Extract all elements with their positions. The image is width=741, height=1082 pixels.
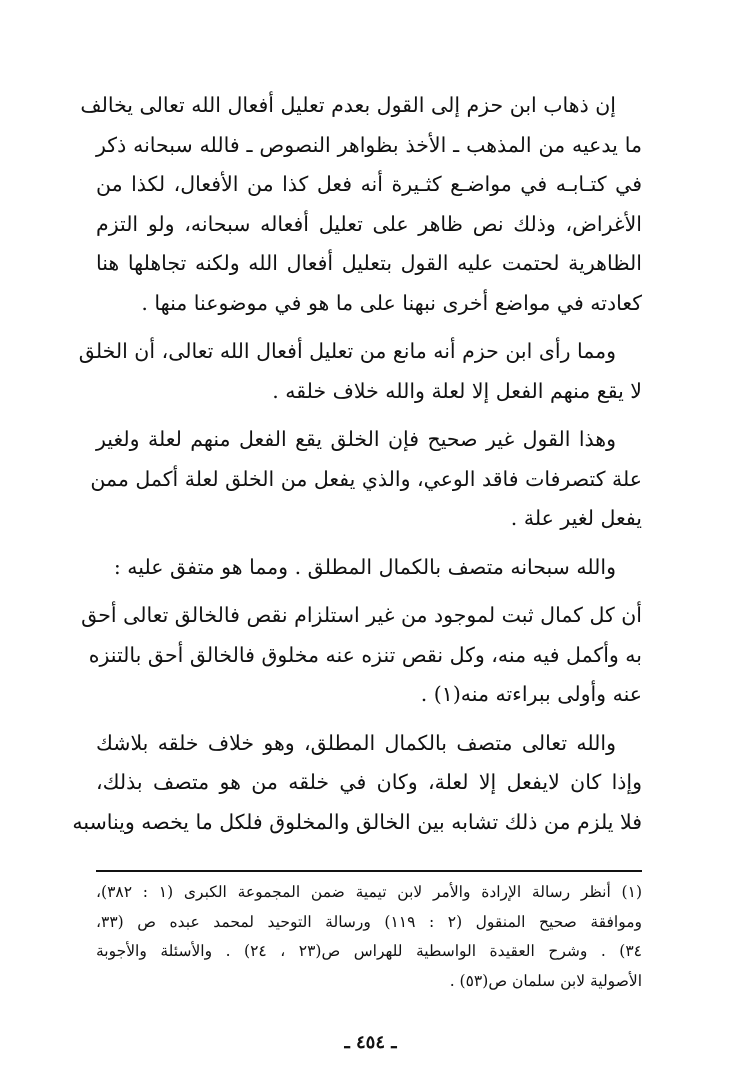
- footnote-line: (١) أنظر رسالة الإرادة والأمر لابن تيمية ضمن المجموعة الكبرى (١ : ٣٨٢)،: [96, 883, 642, 901]
- page-number: ـ ٤٥٤ ـ: [344, 1032, 397, 1053]
- paragraph-4: [96, 548, 642, 588]
- text-line: يفعل لغير علة .: [510, 506, 642, 530]
- text-line: به وأكمل فيه منه، وكل نقص تنزه عنه مخلوق فالخالق أحق بالتنزه: [88, 642, 642, 667]
- paragraph-1: [80, 86, 642, 323]
- text-line: ما يدعيه من المذهب ـ الأخذ بظواهر النصوص ـ فالله سبحانه ذكر: [96, 132, 642, 157]
- paragraph-2: [78, 332, 642, 411]
- footnote-line: وموافقة صحيح المنقول (٢ : ١١٩) ورسالة التوحيد لمحمد عبده ص (٣٣،: [96, 912, 643, 931]
- footnote-separator: [96, 870, 642, 872]
- paragraph-3: [90, 420, 642, 539]
- text-line: والله سبحانه متصف بالكمال المطلق . ومما هو متفق عليه :: [113, 554, 616, 579]
- text-line: فلا يلزم من ذلك تشابه بين الخالق والمخلوق فلكل ما يخصه ويناسبه: [72, 809, 642, 834]
- footnotes: [96, 878, 642, 996]
- text-line: عنه وأولى ببراءته منه(١) .: [420, 682, 642, 706]
- main-text: [72, 86, 642, 851]
- text-line: الظاهرية لحتمت عليه القول بتعليل أفعال الله ولكنه تجاهلها هنا: [96, 251, 642, 275]
- text-line: كعادته في مواضع أخرى نبهنا على ما هو في موضوعنا منها .: [141, 290, 642, 315]
- text-line: لا يقع منهم الفعل إلا لعلة والله خلاف خلقه .: [272, 378, 642, 403]
- footnote-line: ٣٤) . وشرح العقيدة الواسطية للهراس ص(٢٣ ، ٢٤) . والأسئلة والأجوبة: [96, 942, 642, 960]
- text-line: الأغراض، وذلك نص ظاهر على تعليل أفعاله سبحانه، ولو التزم: [96, 211, 642, 236]
- paragraph-6: [72, 724, 642, 843]
- text-line: وهذا القول غير صحيح فإن الخلق يقع الفعل منهم لعلة ولغير: [96, 427, 616, 451]
- text-line: علة كتصرفات فاقد الوعي، والذي يفعل من الخلق لعلة أكمل ممن: [90, 466, 642, 491]
- text-line: أن كل كمال ثبت لموجود من غير استلزام نقص فالخالق تعالى أحق: [81, 603, 642, 627]
- paragraph-5: [81, 596, 642, 715]
- footnote-line: الأصولية لابن سلمان ص(٥٣) .: [449, 971, 642, 990]
- text-line: ومما رأى ابن حزم أنه مانع من تعليل أفعال الله تعالى، أن الخلق: [78, 339, 616, 363]
- text-line: والله تعالى متصف بالكمال المطلق، وهو خلاف خلقه بلاشك: [96, 730, 616, 755]
- text-line: في كتـابـه في مواضـع كثـيرة أنه فعل كذا من الأفعال، لكذا من: [96, 172, 642, 196]
- text-line: وإذا كان لايفعل إلا لعلة، وكان في خلقه من هو متصف بذلك،: [96, 770, 642, 794]
- text-line: إن ذهاب ابن حزم إلى القول بعدم تعليل أفعال الله تعالى يخالف: [80, 93, 616, 117]
